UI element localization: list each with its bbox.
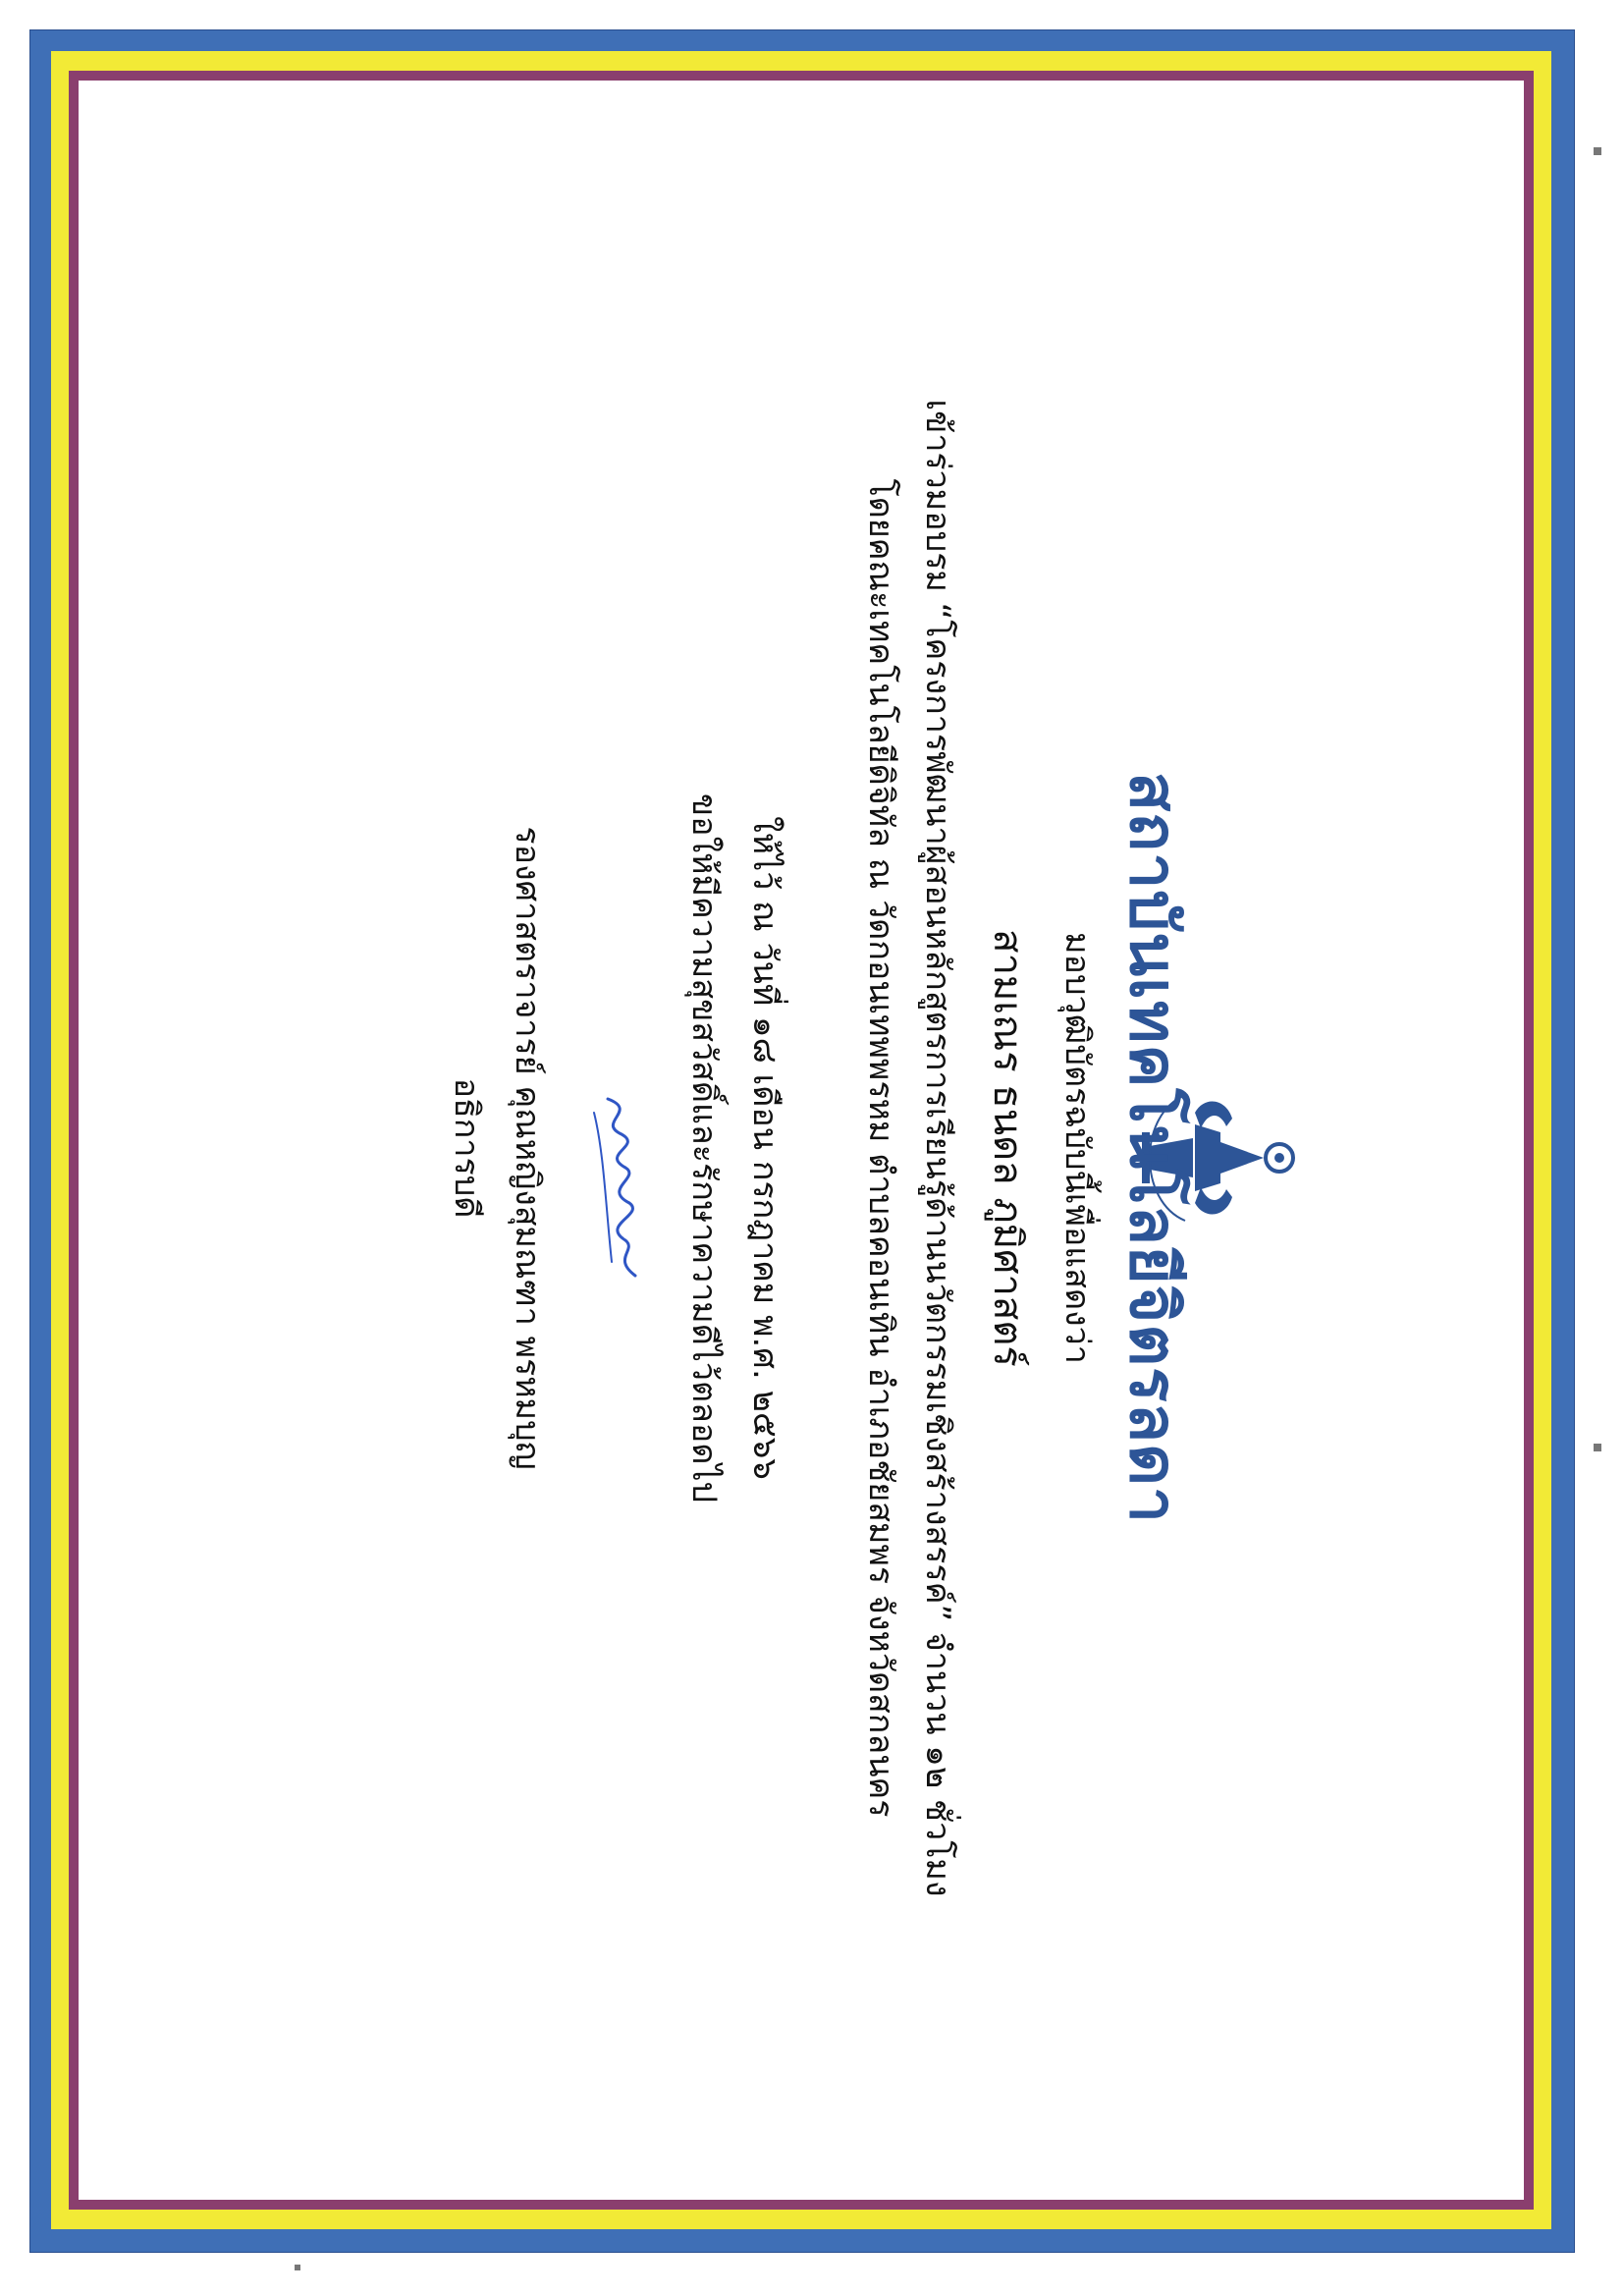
signer-title: อธิการบดี <box>447 1077 486 1219</box>
certificate-wish: ขอให้มีความสุขสวัสดิ์และรักษาความดีไว้ตลอดไป <box>684 793 724 1503</box>
institution-title: สถาบันเทคโนโลยีจิตรลดา <box>1115 771 1192 1524</box>
certificate-body-line: เข้าร่วมอบรม “โครงการพัฒนาผู้สอนหลักสูตรการเรียนรู้ด้านนวัตกรรมเชิงสร้างสรรค์” จำนวน ๑๒ ชั่วโมง <box>918 399 957 1897</box>
signer-name: รองศาสตราจารย์ คุณหญิงสุมณฑา พรหมบุญ <box>508 826 547 1470</box>
certificate-body-line: โดยคณะเทคโนโลยีดิจิทัล ณ วัดกอนเทพพรหม ตำบลคอนเทิน อำเภอชัยสมพร จังหวัดสกลนคร <box>861 478 900 1818</box>
issue-date: ให้ไว้ ณ วันที่ ๑๘ เดือน กรกฎาคม พ.ศ. ๒๕๖๖ <box>745 816 785 1480</box>
edge-mark <box>1594 147 1601 155</box>
recipient-name: สามเณร ธนดล ภูมิศาสตร์ <box>985 929 1030 1367</box>
certificate-content <box>125 117 1499 2179</box>
edge-mark <box>1594 1444 1601 1451</box>
edge-mark <box>295 2265 300 2270</box>
signature-icon <box>580 1089 659 1285</box>
certificate-intro: มอบวุฒิบัตรฉบับนี้เพื่อแสดงว่า <box>1057 932 1097 1364</box>
